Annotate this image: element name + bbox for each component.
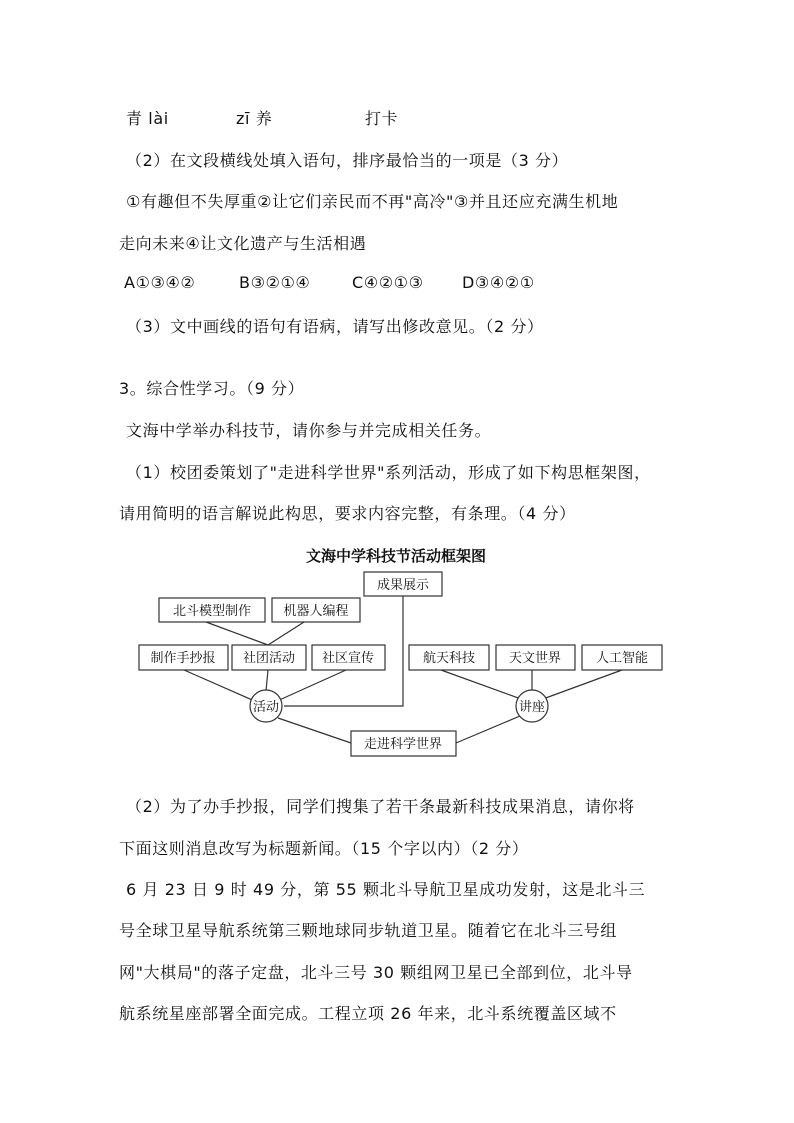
- lecture-box-astronomy: [496, 645, 575, 670]
- top-box-beidou-label: 北斗模型制作: [172, 604, 252, 619]
- top-box-robot-label: 机器人编程: [283, 604, 349, 619]
- framework-diagram: [0, 535, 794, 765]
- question-2-3: （3）文中画线的语句有语病，请写出修改意见。（2 分）: [126, 317, 544, 336]
- activity-node-label: 活动: [252, 700, 280, 715]
- question-3-intro: 文海中学举办科技节，请你参与并完成相关任务。: [126, 421, 492, 440]
- pinyin-item-1: 青 lài: [126, 109, 169, 128]
- question-2-2: （2）在文段横线处填入语句，排序最恰当的一项是（3 分）: [126, 151, 569, 170]
- activity-box-club-label: 社团活动: [242, 651, 296, 666]
- question-3-2-line-1: （2）为了办手抄报，同学们搜集了若干条最新科技成果消息，请你将: [126, 797, 635, 816]
- activity-node: [250, 690, 282, 722]
- pinyin-row: [0, 106, 794, 128]
- lecture-box-astronomy-label: 天文世界: [508, 651, 562, 666]
- top-box-beidou: [159, 598, 265, 622]
- question-3-heading: 3。综合性学习。（9 分）: [119, 379, 305, 398]
- sentence-options-line-1: ①有趣但不失厚重②让它们亲民而不再"高冷"③并且还应充满生机地: [126, 192, 619, 211]
- news-line-2: 号全球卫星导航系统第三颗地球同步轨道卫星。随着它在北斗三号组: [119, 921, 618, 940]
- activity-box-community-label: 社区宣传: [321, 651, 375, 666]
- question-3-2-line-2: 下面这则消息改写为标题新闻。（15 个字以内）（2 分）: [119, 839, 529, 858]
- activity-box-community: [312, 645, 385, 670]
- news-line-3: 网"大棋局"的落子定盘，北斗三号 30 颗组网卫星已全部到位，北斗导: [119, 963, 633, 982]
- option-a: A①③④②: [124, 273, 196, 292]
- option-b: B③②①④: [239, 273, 311, 292]
- lecture-box-aerospace: [409, 645, 489, 670]
- question-3-1-line-2: 请用简明的语言解说此构思，要求内容完整，有条理。（4 分）: [119, 504, 576, 523]
- diagram-title: 文海中学科技节活动框架图: [305, 547, 487, 565]
- option-d: D③④②①: [462, 273, 535, 292]
- activity-box-handbill-label: 制作手抄报: [150, 651, 216, 666]
- pinyin-item-3: 打卡: [365, 109, 399, 128]
- root-box: [351, 731, 456, 756]
- lecture-box-aerospace-label: 航天科技: [422, 651, 476, 666]
- root-box-label: 走进科学世界: [363, 737, 443, 752]
- result-box-label: 成果展示: [376, 578, 430, 593]
- result-box: [364, 572, 442, 596]
- activity-box-club: [232, 645, 306, 670]
- lecture-box-ai: [582, 645, 662, 670]
- pinyin-item-2: zī 养: [236, 109, 273, 128]
- news-line-1: 6 月 23 日 9 时 49 分，第 55 颗北斗导航卫星成功发射，这是北斗三: [126, 880, 646, 899]
- lecture-box-ai-label: 人工智能: [595, 651, 649, 666]
- answer-options: [0, 273, 794, 295]
- activity-box-handbill: [139, 645, 228, 670]
- lecture-node-label: 讲座: [518, 700, 546, 715]
- sentence-options-line-2: 走向未来④让文化遗产与生活相遇: [119, 234, 367, 253]
- lecture-node: [516, 690, 548, 722]
- news-line-4: 航系统星座部署全面完成。工程立项 26 年来，北斗系统覆盖区域不: [119, 1004, 617, 1023]
- question-3-1-line-1: （1）校团委策划了"走进科学世界"系列活动，形成了如下构思框架图，: [126, 463, 651, 482]
- top-box-robot: [272, 598, 360, 622]
- option-c: C④②①③: [352, 273, 424, 292]
